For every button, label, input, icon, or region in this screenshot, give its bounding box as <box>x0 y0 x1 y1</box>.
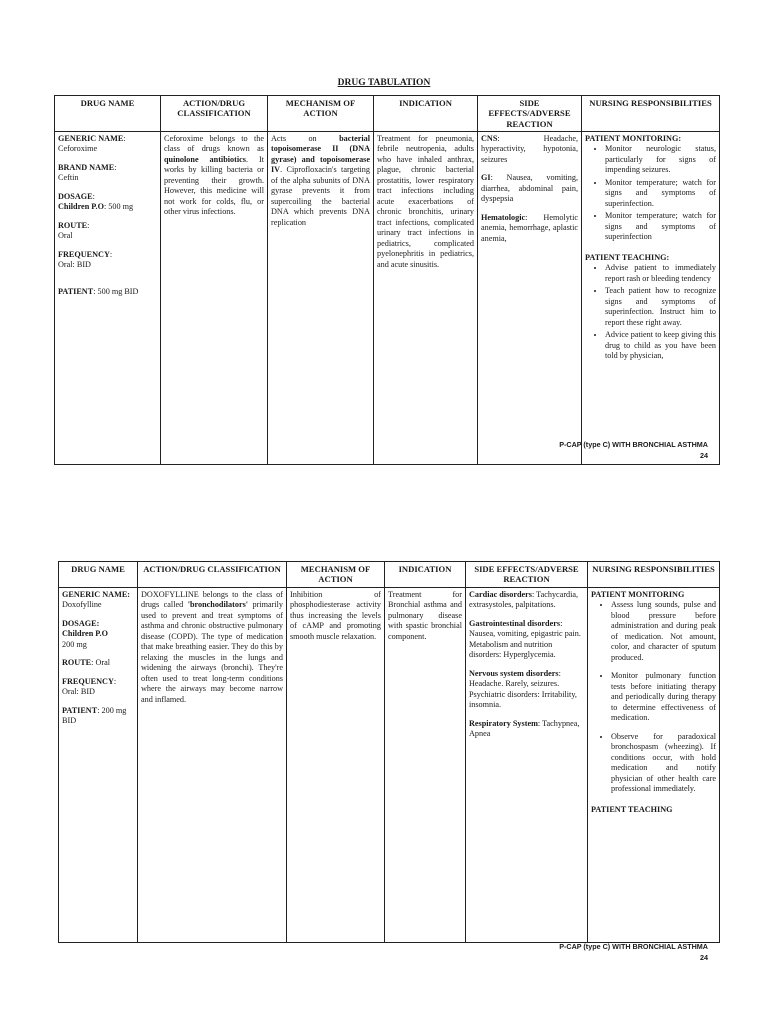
teaching-label: PATIENT TEACHING <box>591 804 673 814</box>
monitoring-label: PATIENT MONITORING: <box>585 133 682 143</box>
generic-name-value: Ceforoxime <box>58 144 98 154</box>
mechanism-cell <box>268 131 374 464</box>
table-row <box>55 131 720 464</box>
drug-name-cell: GENERIC NAME: Doxofylline DOSAGE: Children P.O 200 mg ROUTE: Oral FREQUENCY: Oral: BID PATIENT: 200 mg BID <box>59 587 138 942</box>
hematologic-label: Hematologic <box>481 212 526 222</box>
indication-cell <box>385 587 466 942</box>
monitoring-label: PATIENT MONITORING <box>591 589 685 599</box>
respiratory-text: : Tachypnea, Apnea <box>469 718 580 739</box>
route-label: ROUTE <box>62 658 92 668</box>
list-item: • Assess lung sounds, pulse and blood pressure before administration and during peak of medication. Not amount, color, and character of sputum produced. <box>611 600 716 663</box>
patient-label: PATIENT <box>62 705 98 715</box>
nervous-label: Nervous system disorders <box>469 668 559 678</box>
page-footer-1 <box>559 440 708 462</box>
patient-label: PATIENT <box>58 286 94 296</box>
gi-label: Gastrointestinal disorders <box>469 618 561 628</box>
frequency-value: Oral: BID <box>62 687 95 697</box>
list-item: • Monitor temperature; watch for signs and symptoms of superinfection <box>605 211 716 243</box>
header-drug-name: DRUG NAME <box>55 96 161 132</box>
indication-cell <box>374 131 478 464</box>
header-drug-name: DRUG NAME <box>59 562 138 588</box>
list-item: • Observe for paradoxical bronchospasm (wheezing). If conditions occur, with hold medication and notify physician of other health care professional immediately. <box>611 732 716 795</box>
route-label: ROUTE <box>58 220 88 230</box>
teaching-list <box>585 263 716 362</box>
nursing-cell <box>582 131 720 464</box>
gi-text: : Nausea, vomiting, epigastric pain. Metabolism and nutrition disorders: Hyperglycemia. <box>469 618 581 660</box>
header-indication: INDICATION <box>374 96 478 132</box>
header-mechanism: MECHANISM OF ACTION <box>287 562 385 588</box>
header-action: ACTION/DRUG CLASSIFICATION <box>138 562 287 588</box>
cns-label: CNS <box>481 133 498 143</box>
frequency-label: FREQUENCY <box>58 249 110 259</box>
drug-name-cell: GENERIC NAME: Ceforoxime BRAND NAME: Ceftin DOSAGE: Children P.O: 500 mg ROUTE: Oral FREQUENCY: Oral: BID PATIENT: 500 mg BID <box>55 131 161 464</box>
frequency-label: FREQUENCY <box>62 676 114 686</box>
respiratory-label: Respiratory System <box>469 718 538 728</box>
teaching-label: PATIENT TEACHING: <box>585 252 670 262</box>
nursing-cell <box>588 587 720 942</box>
page-number: 24 <box>700 450 708 460</box>
list-item: • Monitor temperature; watch for signs and symptoms of superinfection. <box>605 178 716 210</box>
monitoring-list <box>591 600 716 795</box>
mechanism-cell <box>287 587 385 942</box>
mechanism-text: Inhibition of phosphodiesterase activity thus increasing the levels of cAMP and promoting smooth muscle relaxation. <box>290 589 381 641</box>
frequency-value: Oral: BID <box>58 260 91 270</box>
page-number: 24 <box>700 952 708 962</box>
table-row <box>59 587 720 942</box>
patient-value: : 500 mg BID <box>93 286 139 296</box>
header-side-effects: SIDE EFFECTS/ADVERSE REACTION <box>466 562 588 588</box>
drug-table-2 <box>58 561 720 943</box>
page-title: DRUG TABULATION <box>337 78 431 88</box>
generic-name-label: GENERIC NAME: <box>62 589 131 599</box>
dosage-label: DOSAGE <box>58 191 93 201</box>
table-header-row <box>59 562 720 588</box>
list-item: • Monitor pulmonary function tests before initiating therapy and periodically during therapy to determine effectiveness of medication. <box>611 671 716 724</box>
action-text-1: Ceforoxime belongs to the class of drugs known as <box>164 133 264 154</box>
list-item: • Advise patient to immediately report rash or bleeding tendency <box>605 263 716 284</box>
dosage-label: DOSAGE: <box>62 618 100 628</box>
side-effects-cell <box>478 131 582 464</box>
gi-label: GI <box>481 173 491 183</box>
cardiac-text: : Tachycardia, extrasystoles, palpitations. <box>469 589 579 610</box>
indication-text: Treatment for pneumonia, febrile neutropenia, adults who have inhaled anthrax, plague, chronic bacterial prostatitis, lower respiratory tract infections including acute exacerbations of chronic bronchitis, urinary tract infections, complicated urinary tract infections in pediatrics, complicated pyelonephritis in pediatrics, and acute sinusitis. <box>377 133 474 269</box>
dosage-value: 200 mg <box>62 639 87 649</box>
action-text-2: . It works by killing bacteria or preventing their growth. However, this medicine will not work for colds, flu, or other virus infections. <box>164 154 264 217</box>
patient-value: : 200 mg BID <box>62 705 127 726</box>
side-effects-cell <box>466 587 588 942</box>
mechanism-text-2: . Ciprofloxacin's targeting of the alpha subunits of DNA gyrase prevents it from supercoiling the bacterial DNA which prevents DNA replication <box>271 165 370 227</box>
dosage-sub-label: Children P.O <box>58 202 104 212</box>
header-nursing: NURSING RESPONSIBILITIES <box>588 562 720 588</box>
header-mechanism: MECHANISM OF ACTION <box>268 96 374 132</box>
header-indication: INDICATION <box>385 562 466 588</box>
hematologic-text: : Hemolytic anemia, hemorrhage, aplastic anemia, <box>481 212 578 243</box>
table-header-row <box>55 96 720 132</box>
brand-name-value: Ceftin <box>58 173 79 183</box>
action-cell <box>138 587 287 942</box>
gi-text: : Nausea, vomiting, diarrhea, abdominal pain, dyspepsia <box>481 173 578 204</box>
footer-title: P-CAP (type C) WITH BRONCHIAL ASTHMA <box>559 942 708 951</box>
generic-name-value: Doxofylline <box>62 600 102 610</box>
list-item: • Advice patient to keep giving this drug to child as you have been told by physician, <box>605 330 716 362</box>
action-text-1: DOXOFYLLINE belongs to the class of drugs called <box>141 589 283 610</box>
mechanism-bold: bacterial topoisomerase II (DNA gyrase) and topoisomerase IV <box>271 133 370 175</box>
mechanism-text-1: Acts on <box>271 133 340 143</box>
drug-table-1 <box>54 95 720 465</box>
page-footer-2 <box>559 942 708 964</box>
indication-text: Treatment for Bronchial asthma and pulmonary disease with spastic bronchial component. <box>388 589 462 641</box>
list-item: • Monitor neurologic status, particularly for signs of impending seizures. <box>605 144 716 176</box>
cns-text: : Headache, hyperactivity, hypotonia, seizures <box>481 133 578 164</box>
list-item: • Teach patient how to recognize signs and symptoms of superinfection. Instruct him to report these right away. <box>605 286 716 328</box>
route-value: : Oral <box>91 658 110 668</box>
dosage-sub-label: Children P.O <box>62 629 108 639</box>
action-bold: quinolone antibiotics <box>164 154 246 164</box>
action-bold: 'bronchodilators' <box>187 600 249 610</box>
header-action: ACTION/DRUG CLASSIFICATION <box>161 96 268 132</box>
footer-title: P-CAP (type C) WITH BRONCHIAL ASTHMA <box>559 440 708 449</box>
header-side-effects: SIDE EFFECTS/ADVERSE REACTION <box>478 96 582 132</box>
brand-name-label: BRAND NAME <box>58 162 115 172</box>
nervous-text: : Headache. Rarely, seizures. Psychiatric disorders: Irritability, insomnia. <box>469 668 577 710</box>
action-text-2: primarily used to prevent and treat symptoms of asthma and chronic obstructive pulmonary disease (COPD). The type of medication that make breathing easier. They do this by relaxing the muscles in the lungs and widening the airways (bronchi). They're often used to treat long-term conditions where the airways may become narrow and inflamed. <box>141 600 283 704</box>
header-nursing: NURSING RESPONSIBILITIES <box>582 96 720 132</box>
monitoring-list <box>585 144 716 243</box>
route-value: Oral <box>58 231 73 241</box>
cardiac-label: Cardiac disorders <box>469 589 532 599</box>
generic-name-label: GENERIC NAME <box>58 133 124 143</box>
action-cell <box>161 131 268 464</box>
dosage-value: : 500 mg <box>103 202 134 212</box>
